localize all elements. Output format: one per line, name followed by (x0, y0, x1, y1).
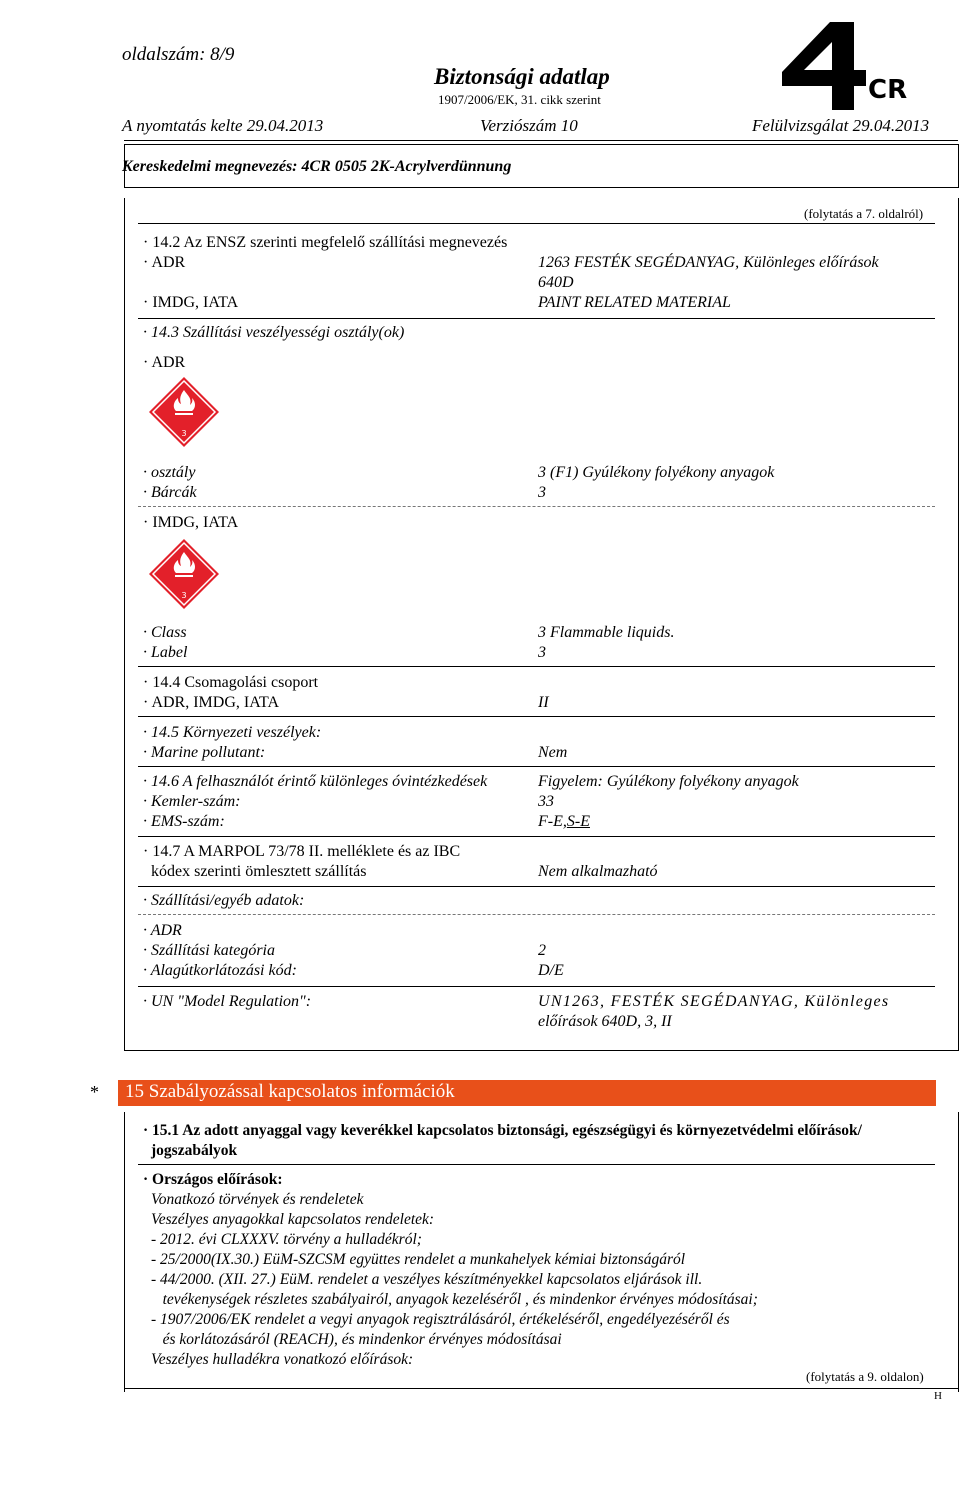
s143-title: · 14.3 Szállítási veszélyességi osztály(ok) (143, 324, 405, 341)
ems-value-fe: F-E, (538, 813, 567, 830)
pack-value: II (538, 694, 549, 711)
brand-logo (772, 18, 908, 114)
footer-mark: H (934, 1390, 942, 1402)
imdg-label: · IMDG, IATA (143, 294, 239, 311)
svg-text:3: 3 (181, 591, 187, 600)
tunnel-label: · Alagútkorlátozási kód: (143, 962, 297, 979)
other-label: · Szállítási/egyéb adatok: (143, 892, 305, 909)
pack-label: · ADR, IMDG, IATA (143, 694, 280, 711)
un-value-2: előírások 640D, 3, II (538, 1013, 672, 1030)
regulation-ref: 1907/2006/EK, 31. cikk szerint (438, 92, 601, 107)
svg-text:CR: CR (868, 75, 908, 105)
flame-hazard-icon (148, 376, 220, 448)
kemler-value: 33 (538, 793, 554, 810)
adr3-rule (138, 986, 935, 987)
un-value-1: UN1263, FESTÉK SEGÉDANYAG, Különleges (538, 993, 890, 1010)
s147-rule (138, 886, 935, 887)
page-number: oldalszám: 8/9 (122, 44, 235, 65)
national-label: · Országos előírások: (143, 1171, 283, 1188)
continued-from: (folytatás a 7. oldalról) (804, 206, 924, 221)
class-value: 3 Flammable liquids. (538, 624, 675, 641)
review-date: Felülvizsgálat 29.04.2013 (752, 116, 930, 135)
national-line-7: - 1907/2006/EK rendelet a vegyi anyagok regisztrálásáról, értékeléséről, engedélyezéséről és (151, 1311, 730, 1328)
s146-value: Figyelem: Gyúlékony folyékony anyagok (538, 773, 799, 790)
osztaly-label: · osztály (143, 464, 196, 481)
section-14-top-rule (138, 223, 935, 224)
logo-4cr-icon (772, 18, 908, 114)
adr3-label: · ADR (143, 922, 182, 939)
national-line-3: - 2012. évi CLXXXV. törvény a hulladékról; (151, 1231, 422, 1248)
national-line-1: Vonatkozó törvények és rendeletek (151, 1191, 364, 1208)
s147-value: Nem alkalmazható (538, 863, 658, 880)
national-line-2: Veszélyes anyagokkal kapcsolatos rendeletek: (151, 1211, 435, 1228)
s142-rule (138, 318, 935, 319)
barcak-value: 3 (538, 484, 546, 501)
version-number: Verziószám 10 (480, 116, 578, 135)
transport-cat-value: 2 (538, 942, 546, 959)
change-marker: * (90, 1082, 99, 1102)
national-line-5: - 44/2000. (XII. 27.) EüM. rendelet a veszélyes készítményekkel kapcsolatos eljárások ill. (151, 1271, 703, 1288)
s151-rule (138, 1164, 935, 1165)
continued-to: (folytatás a 9. oldalon) (806, 1369, 924, 1384)
adr2-label: · ADR (143, 354, 186, 371)
svg-text:3: 3 (181, 429, 187, 438)
adr-value-2: 640D (538, 274, 574, 291)
s147-title-2: kódex szerinti ömlesztett szállítás (151, 863, 367, 880)
flame-hazard-icon (148, 538, 220, 610)
marine-label: · Marine pollutant: (143, 744, 266, 761)
trade-name: Kereskedelmi megnevezés: 4CR 0505 2K-Acrylverdünnung (122, 158, 512, 175)
national-line-8: és korlátozásáról (REACH), és mindenkor érvényes módosításai (151, 1331, 562, 1348)
adr-value-1: 1263 FESTÉK SEGÉDANYAG, Különleges előírások (538, 254, 879, 271)
s142-title: · 14.2 Az ENSZ szerinti megfelelő szállítási megnevezés (143, 234, 508, 251)
section-15-header (118, 1080, 936, 1106)
s144-title: · 14.4 Csomagolási csoport (143, 674, 319, 691)
transport-cat-label: · Szállítási kategória (143, 942, 275, 959)
kemler-label: · Kemler-szám: (143, 793, 241, 810)
class-label: · Class (143, 624, 187, 641)
s145-title: · 14.5 Környezeti veszélyek: (143, 724, 322, 741)
marine-value: Nem (538, 744, 568, 761)
dashed-divider-2 (138, 914, 935, 915)
ems-value-se: S-E (566, 813, 590, 830)
national-line-6: tevékenységek részletes szabályairól, anyagok kezeléséről , és mindenkor érvényes módosításai; (151, 1291, 758, 1308)
s146-title: · 14.6 A felhasználót érintő különleges óvintézkedések (143, 773, 488, 790)
section-15-title: 15 Szabályozással kapcsolatos információk (125, 1081, 455, 1102)
document-title: Biztonsági adatlap (434, 64, 610, 89)
s147-title-1: · 14.7 A MARPOL 73/78 II. melléklete és az IBC (143, 843, 461, 860)
un-label: · UN "Model Regulation": (143, 993, 312, 1010)
ems-value (538, 813, 590, 831)
print-date: A nyomtatás kelte 29.04.2013 (122, 116, 324, 135)
section-15-bottom-rule (124, 1388, 958, 1389)
s146-rule (138, 836, 935, 837)
flammable-diamond-imdg (148, 538, 220, 610)
label-value: 3 (538, 644, 546, 661)
adr-label: · ADR (143, 254, 186, 271)
national-line-4: - 25/2000(IX.30.) EüM-SZCSM együttes rendelet a munkahelyek kémiai biztonságáról (151, 1251, 686, 1268)
label-label: · Label (143, 644, 188, 661)
s143-rule (138, 666, 935, 667)
s151-title-2: jogszabályok (151, 1142, 238, 1159)
s145-rule (138, 766, 935, 767)
header-rule (124, 140, 958, 141)
barcak-label: · Bárcák (143, 484, 197, 501)
ems-label: · EMS-szám: (143, 813, 225, 830)
s144-rule (138, 716, 935, 717)
osztaly-value: 3 (F1) Gyúlékony folyékony anyagok (538, 464, 775, 481)
national-line-9: Veszélyes hulladékra vonatkozó előírások: (151, 1351, 414, 1368)
imdg-value: PAINT RELATED MATERIAL (538, 294, 731, 311)
imdg2-label: · IMDG, IATA (143, 514, 239, 531)
s151-title-1: · 15.1 Az adott anyaggal vagy keverékkel kapcsolatos biztonsági, egészségügyi és környezetvédelmi előírások/ (143, 1122, 862, 1139)
dashed-divider-1 (138, 506, 935, 507)
flammable-diamond-adr (148, 376, 220, 448)
tunnel-value: D/E (538, 962, 564, 979)
